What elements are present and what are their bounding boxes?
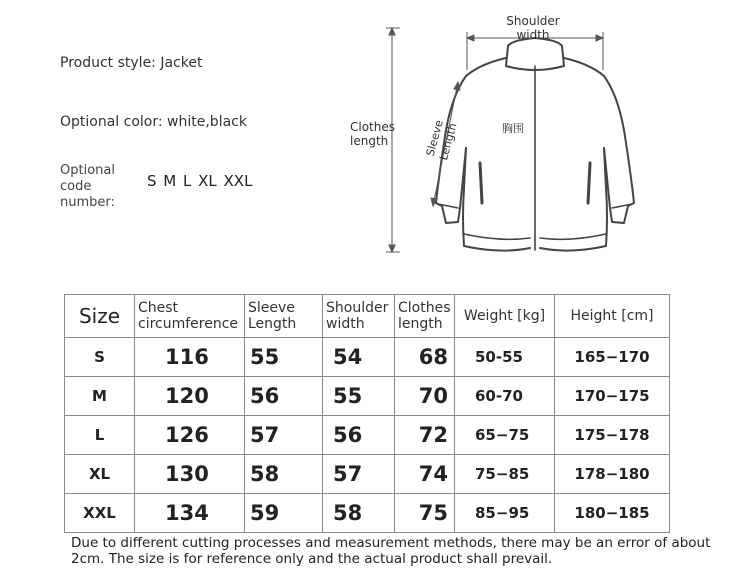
- header-chest: Chest circumference: [135, 295, 245, 338]
- shoulder-cell: 57: [323, 455, 395, 494]
- clothes-cell: 74: [395, 455, 455, 494]
- table-row: [65, 494, 670, 533]
- header-clothes: Clothes length: [395, 295, 455, 338]
- optional-color: Optional color: white,black: [60, 114, 247, 130]
- clothes-cell: 72: [395, 416, 455, 455]
- header-size: Size: [65, 295, 135, 338]
- clothes-cell: 75: [395, 494, 455, 533]
- table-row: [65, 338, 670, 377]
- chest-cell: 116: [135, 338, 245, 377]
- size-cell: S: [65, 338, 135, 377]
- product-style: Product style: Jacket: [60, 55, 203, 71]
- height-cell: 165−170: [555, 338, 670, 377]
- header-height: Height [cm]: [555, 295, 670, 338]
- table-row: [65, 455, 670, 494]
- weight-cell: 50-55: [455, 338, 555, 377]
- height-cell: 170−175: [555, 377, 670, 416]
- header-weight: Weight [kg]: [455, 295, 555, 338]
- optional-code-sizes: S M L XL XXL: [147, 172, 253, 190]
- chest-cell: 130: [135, 455, 245, 494]
- optional-code-label: Optional code number:: [60, 163, 115, 210]
- weight-cell: 75−85: [455, 455, 555, 494]
- weight-cell: 65−75: [455, 416, 555, 455]
- header-sleeve: Sleeve Length: [245, 295, 323, 338]
- shoulder-cell: 54: [323, 338, 395, 377]
- jacket-diagram: [340, 8, 640, 268]
- sleeve-cell: 59: [245, 494, 323, 533]
- height-cell: 178−180: [555, 455, 670, 494]
- shoulder-cell: 58: [323, 494, 395, 533]
- table-row: [65, 377, 670, 416]
- chest-cell: 120: [135, 377, 245, 416]
- sleeve-cell: 57: [245, 416, 323, 455]
- sleeve-cell: 55: [245, 338, 323, 377]
- size-disclaimer: Due to different cutting processes and measurement methods, there may be an error of about 2cm. The size is for reference only and the actual product shall prevail.: [71, 535, 711, 567]
- size-cell: XL: [65, 455, 135, 494]
- size-chart-table: [64, 294, 670, 533]
- size-cell: XXL: [65, 494, 135, 533]
- weight-cell: 85−95: [455, 494, 555, 533]
- height-cell: 175−178: [555, 416, 670, 455]
- table-row: [65, 416, 670, 455]
- chest-cell: 134: [135, 494, 245, 533]
- shoulder-cell: 56: [323, 416, 395, 455]
- size-cell: M: [65, 377, 135, 416]
- header-shoulder: Shoulder width: [323, 295, 395, 338]
- clothes-length-label: Clothes length: [350, 120, 395, 148]
- height-cell: 180−185: [555, 494, 670, 533]
- chest-label: 胸围: [502, 122, 524, 135]
- clothes-cell: 70: [395, 377, 455, 416]
- sleeve-length-label: Sleeve Length: [423, 118, 460, 162]
- clothes-cell: 68: [395, 338, 455, 377]
- table-header-row: [65, 295, 670, 338]
- weight-cell: 60-70: [455, 377, 555, 416]
- shoulder-width-label: Shoulder width: [506, 14, 560, 42]
- sleeve-cell: 56: [245, 377, 323, 416]
- sleeve-cell: 58: [245, 455, 323, 494]
- chest-cell: 126: [135, 416, 245, 455]
- size-cell: L: [65, 416, 135, 455]
- shoulder-cell: 55: [323, 377, 395, 416]
